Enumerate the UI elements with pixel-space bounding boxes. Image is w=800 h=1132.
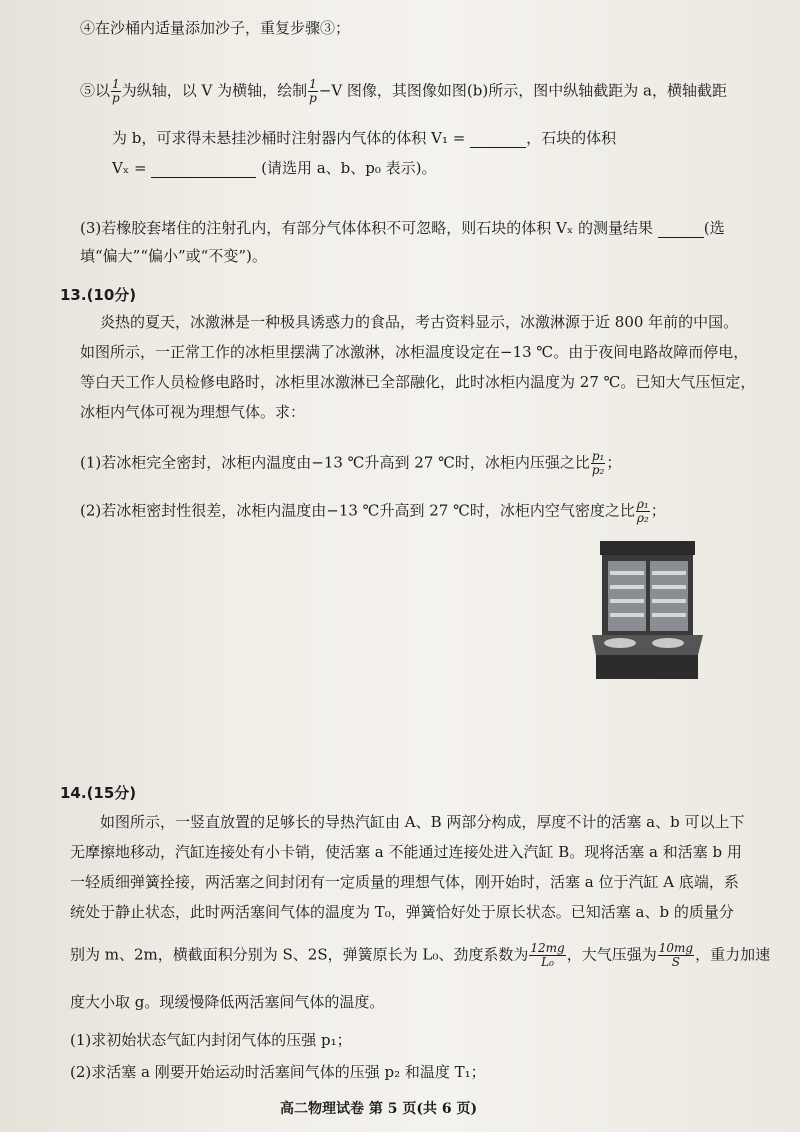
q14-para-5 [70, 942, 770, 969]
frac-num: 1 [112, 77, 120, 91]
freezer-base [596, 655, 698, 679]
frac-den: p [309, 91, 317, 105]
frac-den: S [671, 955, 681, 969]
part-3-line [80, 218, 725, 238]
q13-sub-1-end: ； [606, 453, 622, 472]
volume-line [112, 128, 616, 148]
frac-num: 10mg [658, 941, 694, 955]
fraction-1-over-p [111, 78, 121, 105]
page-footer: 高二物理试卷 第 5 页(共 6 页) [280, 1101, 478, 1117]
frac-den: ρ₂ [636, 511, 649, 525]
freezer-tub-right [652, 638, 684, 648]
q14-para-4: 统处于静止状态，此时两活塞间气体的温度为 T₀，弹簧恰好处于原长状态。已知活塞 a、b 的质量分 [70, 903, 734, 921]
q13-sub-1-text: (1)若冰柜完全密封，冰柜内温度由−13 ℃升高到 27 ℃时，冰柜内压强之比 [80, 453, 590, 472]
q13-sub-2-text: (2)若冰柜密封性很差，冰柜内温度由−13 ℃升高到 27 ℃时，冰柜内空气密度之比 [80, 501, 635, 520]
frac-num: ρ₁ [636, 497, 649, 511]
vx-hint: (请选用 a、b、p₀ 表示)。 [261, 159, 437, 177]
part-3-options: 填“偏大”“偏小”或“不变”)。 [80, 247, 267, 265]
step-5-text-a: ⑤以 [80, 81, 111, 100]
answer-blank-part-3[interactable] [658, 221, 704, 238]
step-5-text-c: −V 图像，其图像如图(b)所示，图中纵轴截距为 a，横轴截距 [318, 81, 727, 100]
step-4: ④在沙桶内适量添加沙子，重复步骤③； [80, 19, 351, 37]
q14-para-2: 无摩擦地移动，汽缸连接处有小卡销，使活塞 a 不能通过连接处进入汽缸 B。现将活塞 a 和活塞 b 用 [70, 843, 742, 861]
answer-blank-v1[interactable] [470, 131, 526, 148]
q13-sub-2-end: ； [650, 501, 666, 520]
q14-sub-2: (2)求活塞 a 刚要开始运动时活塞间气体的压强 p₂ 和温度 T₁； [70, 1063, 486, 1081]
frac-num: 12mg [530, 941, 565, 955]
vx-label: Vₓ = [112, 159, 147, 177]
vx-line [112, 158, 437, 178]
spring-constant-fraction [529, 942, 565, 969]
pressure-ratio-fraction [591, 450, 606, 477]
fraction-1-over-p-2 [308, 78, 318, 105]
part-3-text-a: (3)若橡胶套堵住的注射孔内，有部分气体体积不可忽略，则石块的体积 Vₓ 的测量结果 [80, 219, 653, 237]
q13-para-1: 炎热的夏天，冰激淋是一种极具诱惑力的食品，考古资料显示，冰激淋源于近 800 年前的中国。 [100, 313, 739, 331]
q14-para-5-text-c: ，重力加速 [695, 945, 771, 964]
frac-num: 1 [309, 77, 317, 91]
answer-blank-vx[interactable] [151, 161, 256, 178]
q14-heading: 14.(15分) [60, 784, 137, 802]
step-5 [80, 78, 727, 105]
frac-den: p₂ [591, 463, 605, 477]
volume-text-b: ，石块的体积 [526, 129, 617, 147]
freezer-top [600, 541, 695, 555]
part-3-text-b: (选 [703, 219, 725, 237]
step-5-text-b: 为纵轴，以 V 为横轴，绘制 [121, 81, 308, 100]
q14-para-5-text-a: 别为 m、2m，横截面积分别为 S、2S，弹簧原长为 L₀、劲度系数为 [70, 945, 529, 964]
q13-heading: 13.(10分) [60, 286, 137, 304]
q13-para-4: 冰柜内气体可视为理想气体。求： [80, 403, 306, 421]
q14-sub-1: (1)求初始状态气缸内封闭气体的压强 p₁； [70, 1031, 352, 1049]
q13-para-2: 如图所示，一正常工作的冰柜里摆满了冰激淋，冰柜温度设定在−13 ℃。由于夜间电路故障而停电， [80, 343, 749, 361]
q14-para-6: 度大小取 g。现缓慢降低两活塞间气体的温度。 [70, 993, 385, 1011]
volume-text-a: 为 b，可求得未悬挂沙桶时注射器内气体的体积 V₁ = [112, 129, 466, 147]
frac-den: p [112, 91, 120, 105]
freezer-tub-left [604, 638, 636, 648]
density-ratio-fraction [636, 498, 650, 525]
freezer-illustration [590, 535, 705, 685]
q14-para-3: 一轻质细弹簧拴接，两活塞之间封闭有一定质量的理想气体，刚开始时，活塞 a 位于汽缸 A 底端，系 [70, 873, 739, 891]
q13-sub-2 [80, 498, 666, 525]
frac-num: p₁ [591, 449, 605, 463]
q13-sub-1 [80, 450, 621, 477]
q13-para-3: 等白天工作人员检修电路时，冰柜里冰激淋已全部融化，此时冰柜内温度为 27 ℃。已知大气压恒定， [80, 373, 756, 391]
q14-para-1: 如图所示，一竖直放置的足够长的导热汽缸由 A、B 两部分构成，厚度不计的活塞 a、b 可以上下 [100, 813, 745, 831]
atmospheric-pressure-fraction [658, 942, 694, 969]
frac-den: L₀ [541, 955, 554, 969]
q14-para-5-text-b: ，大气压强为 [566, 945, 657, 964]
